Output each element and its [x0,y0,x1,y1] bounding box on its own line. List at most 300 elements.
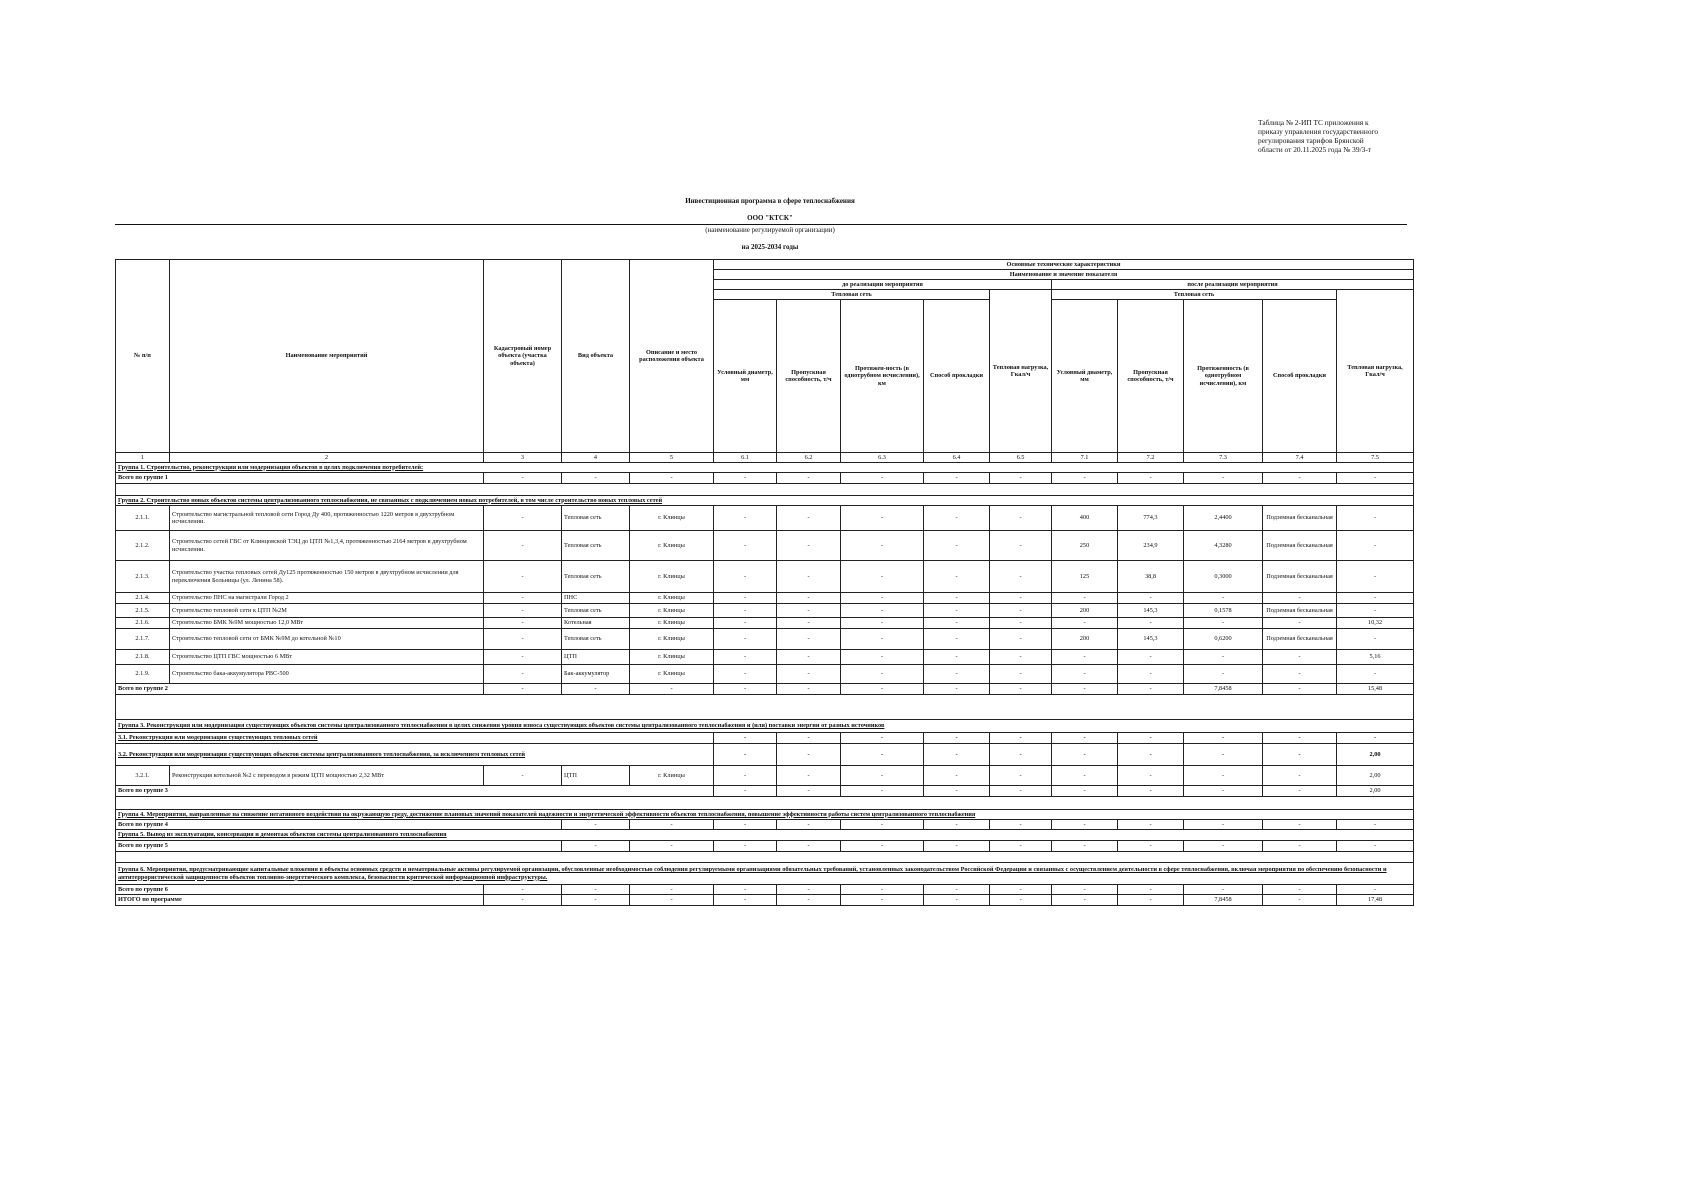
row-cell: - [714,665,777,684]
total-cell: - [484,473,562,484]
total-cell: - [1118,841,1184,852]
row-cell: - [1337,665,1414,684]
subgroup-cell: - [1118,744,1184,766]
column-number: 6.3 [841,453,924,463]
total-cell: - [777,895,841,906]
total-cell: - [1118,895,1184,906]
approval-note-line: регулирования тарифов Брянской [1258,136,1364,145]
row-cell: - [714,618,777,629]
total-cell: - [562,841,630,852]
column-number: 6.5 [990,453,1052,463]
table-row [116,650,1414,665]
total-cell: - [484,684,562,695]
row-number: 2.1.1. [116,506,170,531]
total-cell: - [1184,885,1263,895]
row-cell: - [777,593,841,604]
subgroup-label: 3.2. Реконструкция или модернизация существующих объектов системы централизованного теплоснабжения, за исключением тепловых сетей [116,744,714,766]
row-cell: - [484,561,562,593]
row-cell: - [714,506,777,531]
row-cell: - [924,604,990,618]
header-name: Наименование мероприятий [170,260,484,453]
row-cell: - [714,629,777,650]
subgroup-cell: - [714,733,777,744]
total-cell: - [1052,684,1118,695]
row-cell: - [990,593,1052,604]
row-cell: Тепловая сеть [562,531,630,561]
total-cell: - [1337,885,1414,895]
table-row [116,604,1414,618]
row-cell: 145,3 [1118,629,1184,650]
row-cell: - [1052,593,1118,604]
row-cell: - [484,593,562,604]
row-number: 2.1.8. [116,650,170,665]
row-cell: - [1118,618,1184,629]
total-cell: - [1052,473,1118,484]
header-network-after: Тепловая сеть [1052,290,1337,300]
header-location: Описание и место расположения объекта [630,260,714,453]
subgroup-cell: - [1118,733,1184,744]
total-cell: - [924,786,990,797]
total-cell: - [990,820,1052,830]
row-cell: - [924,665,990,684]
row-cell: - [1052,618,1118,629]
group-title-row [116,496,1414,506]
table-body [116,463,1414,906]
row-cell: - [1184,665,1263,684]
total-label: Всего по группе 5 [116,841,562,852]
header-num: № п/п [116,260,170,453]
header-length-after: Протяженность (в однотрубном исчислении), км [1184,300,1263,453]
subgroup-cell: - [1052,733,1118,744]
subgroup-label: 3.1. Реконструкция или модернизация существующих тепловых сетей [116,733,714,744]
total-cell: - [924,895,990,906]
total-label: Всего по группе 4 [116,820,562,830]
row-cell: - [484,650,562,665]
group-title: Группа 5. Вывод из эксплуатации, консервация и демонтаж объектов системы централизованного теплоснабжения [116,830,1414,841]
total-cell: - [562,684,630,695]
row-cell: Подземная бесканальная [1263,531,1337,561]
row-cell: - [1052,665,1118,684]
row-name: Строительство ЦТП ГВС мощностью 6 МВт [170,650,484,665]
total-cell: - [924,684,990,695]
total-cell: - [1118,684,1184,695]
total-label: Всего по группе 3 [116,786,714,797]
subgroup-cell: - [777,744,841,766]
total-cell: - [924,841,990,852]
spacer-row [116,852,1414,863]
row-name: Реконструкция котельной №2 с переводом в режим ЦТП мощностью 2,32 МВт [170,766,484,786]
total-cell: - [1052,820,1118,830]
subgroup-cell: - [1263,744,1337,766]
column-number-row [116,453,1414,463]
column-number: 7.2 [1118,453,1184,463]
total-cell: - [714,684,777,695]
table-row [116,665,1414,684]
row-cell: - [924,531,990,561]
total-cell: - [1263,895,1337,906]
subgroup-cell: - [841,744,924,766]
total-label: Всего по группе 1 [116,473,484,484]
total-cell: - [841,820,924,830]
total-cell: - [841,841,924,852]
row-cell: 10,32 [1337,618,1414,629]
row-cell: 2,00 [1337,766,1414,786]
row-cell: - [841,618,924,629]
total-cell: - [841,473,924,484]
approval-note-line: Таблица № 2-ИП ТС приложения к [1258,118,1369,127]
row-cell: 200 [1052,604,1118,618]
row-cell: - [924,506,990,531]
total-cell: 7,8458 [1184,895,1263,906]
spacer [116,852,1414,863]
total-cell: - [484,895,562,906]
subgroup-cell: - [924,744,990,766]
row-cell: г. Клинцы [630,766,714,786]
row-cell: ЦТП [562,766,630,786]
subgroup-cell: - [777,733,841,744]
row-cell: - [841,766,924,786]
approval-note-line: приказу управления государственного [1258,127,1379,136]
document-title: Инвестиционная программа в сфере теплоснабжения [685,197,855,205]
spacer-row [116,797,1414,810]
header-before: до реализации мероприятия [714,280,1052,290]
row-cell: - [484,629,562,650]
row-cell: 400 [1052,506,1118,531]
row-cell: - [1337,604,1414,618]
row-cell: г. Клинцы [630,665,714,684]
total-cell: - [1263,473,1337,484]
group-title: Группа 1. Строительство, реконструкция или модернизация объектов в целях подключения потребителей: [116,463,1414,473]
total-cell: - [562,820,630,830]
total-cell: 17,48 [1337,895,1414,906]
row-cell: - [1052,766,1118,786]
organization-caption: (наименование регулируемой организации) [705,226,835,234]
group-title-row [116,463,1414,473]
total-label: ИТОГО по программе [116,895,484,906]
subgroup-row [116,744,1414,766]
investment-program-table [115,259,1414,906]
group-title-row [116,863,1414,885]
header-capacity-after: Пропускная способность, т/ч [1118,300,1184,453]
approval-note-line: области от 20.11.2025 года № 39/3-т [1258,145,1372,154]
total-cell: - [1263,820,1337,830]
row-cell: - [777,629,841,650]
total-cell: - [841,885,924,895]
total-cell: - [990,841,1052,852]
row-cell: г. Клинцы [630,506,714,531]
total-cell: - [1263,841,1337,852]
row-cell: - [1263,618,1337,629]
total-cell: - [1118,885,1184,895]
column-number: 7.1 [1052,453,1118,463]
row-cell: - [1263,665,1337,684]
row-cell: - [841,506,924,531]
row-name: Строительство тепловой сети к ЦТП №2М [170,604,484,618]
header-main-specs: Основные технические характеристики [714,260,1414,270]
row-cell: - [1052,650,1118,665]
header-heat-load-before: Тепловая нагрузка, Гкал/ч [990,290,1052,453]
column-number: 2 [170,453,484,463]
row-cell: 145,3 [1118,604,1184,618]
row-cell: - [841,665,924,684]
row-cell: Тепловая сеть [562,629,630,650]
table-row [116,618,1414,629]
grand-total-row [116,895,1414,906]
header-laying-after: Способ прокладки [1263,300,1337,453]
row-cell: - [924,593,990,604]
row-cell: Подземная бесканальная [1263,506,1337,531]
subgroup-cell: - [1263,733,1337,744]
header-after: после реализации мероприятия [1052,280,1414,290]
total-cell: - [924,473,990,484]
header-cadastral: Кадастровый номер объекта (участка объекта) [484,260,562,453]
total-cell: - [1337,820,1414,830]
group-total-row [116,684,1414,695]
total-cell: - [841,786,924,797]
total-cell: 7,8458 [1184,684,1263,695]
table-row [116,506,1414,531]
column-number: 5 [630,453,714,463]
subgroup-cell: - [990,744,1052,766]
row-cell: - [1337,629,1414,650]
total-cell: - [714,841,777,852]
total-cell: - [1052,841,1118,852]
row-cell: г. Клинцы [630,650,714,665]
total-cell: - [990,786,1052,797]
row-cell: 0,3000 [1184,561,1263,593]
total-cell: - [1118,473,1184,484]
total-cell: - [1184,841,1263,852]
total-cell: - [1337,841,1414,852]
total-cell: - [1263,885,1337,895]
row-cell: г. Клинцы [630,629,714,650]
row-cell: 0,6200 [1184,629,1263,650]
row-cell: - [714,561,777,593]
total-cell: - [714,473,777,484]
table-row [116,593,1414,604]
row-cell: - [990,766,1052,786]
row-cell: - [990,618,1052,629]
header-diameter-after: Условный диаметр, мм [1052,300,1118,453]
header-laying-before: Способ прокладки [924,300,990,453]
spacer-row [116,484,1414,496]
row-cell: 38,8 [1118,561,1184,593]
row-name: Строительство ПНС на магистрали Город 2 [170,593,484,604]
subgroup-row [116,733,1414,744]
row-cell: - [1118,650,1184,665]
row-name: Строительство тепловой сети от БМК №9М до котельной №10 [170,629,484,650]
header-capacity-before: Пропускная способность, т/ч [777,300,841,453]
column-number: 3 [484,453,562,463]
row-cell: - [990,650,1052,665]
group-total-row [116,473,1414,484]
row-cell: 774,3 [1118,506,1184,531]
total-cell: - [562,895,630,906]
row-cell: - [714,531,777,561]
row-cell: 250 [1052,531,1118,561]
total-cell: - [630,684,714,695]
row-cell: - [924,766,990,786]
header-network-before: Тепловая сеть [714,290,990,300]
subgroup-cell: 2,00 [1337,744,1414,766]
row-cell: - [777,604,841,618]
group-title: Группа 2. Строительство новых объектов системы централизованного теплоснабжения, не связанных с подключением новых потребителей, в том числе строительство новых тепловых сетей [116,496,1414,506]
row-cell: - [1118,593,1184,604]
total-label: Всего по группе 2 [116,684,484,695]
table-row [116,531,1414,561]
row-cell: - [841,604,924,618]
row-cell: - [714,593,777,604]
row-cell: - [1337,531,1414,561]
total-label: Всего по группе 6 [116,885,484,895]
spacer [116,484,1414,496]
row-number: 2.1.9. [116,665,170,684]
row-cell: - [841,531,924,561]
total-cell: - [1052,786,1118,797]
subgroup-cell: - [1337,733,1414,744]
total-cell: - [630,820,714,830]
row-cell: - [841,561,924,593]
row-cell: - [1263,650,1337,665]
row-cell: - [484,766,562,786]
total-cell: - [630,473,714,484]
row-cell: - [990,561,1052,593]
total-cell: - [562,885,630,895]
organization-name: ООО "КТСК" [747,214,793,222]
total-cell: - [1052,895,1118,906]
row-cell: ЦТП [562,650,630,665]
row-cell: - [841,650,924,665]
row-number: 2.1.5. [116,604,170,618]
column-number: 6.1 [714,453,777,463]
row-cell: Подземная бесканальная [1263,561,1337,593]
row-cell: - [990,531,1052,561]
row-cell: - [924,629,990,650]
row-number: 3.2.1. [116,766,170,786]
row-cell: г. Клинцы [630,561,714,593]
row-cell: 125 [1052,561,1118,593]
total-cell: - [562,473,630,484]
subgroup-cell: - [714,744,777,766]
row-number: 2.1.7. [116,629,170,650]
group-total-row [116,885,1414,895]
total-cell: - [841,895,924,906]
column-number: 4 [562,453,630,463]
total-cell: - [990,473,1052,484]
organization-underline [115,224,1407,225]
row-cell: - [1263,766,1337,786]
row-number: 2.1.6. [116,618,170,629]
table-row [116,561,1414,593]
total-cell: - [1118,786,1184,797]
row-cell: - [990,506,1052,531]
group-title-row [116,720,1414,733]
row-cell: - [924,561,990,593]
row-cell: - [1337,561,1414,593]
total-cell: - [714,895,777,906]
row-cell: - [484,604,562,618]
total-cell: - [1263,684,1337,695]
total-cell: - [777,684,841,695]
row-cell: - [841,593,924,604]
total-cell: - [924,820,990,830]
row-cell: 0,1578 [1184,604,1263,618]
total-cell: - [1184,820,1263,830]
total-cell: - [630,841,714,852]
program-period: на 2025-2034 годы [741,243,799,251]
row-cell: - [1337,506,1414,531]
row-cell: - [484,618,562,629]
header-heat-load-after: Тепловая нагрузка, Гкал/ч [1337,290,1414,453]
group-title-row [116,830,1414,841]
subgroup-cell: - [1184,744,1263,766]
column-number: 7.3 [1184,453,1263,463]
row-cell: г. Клинцы [630,531,714,561]
row-cell: - [777,650,841,665]
row-cell: Котельная [562,618,630,629]
column-number: 1 [116,453,170,463]
row-number: 2.1.3. [116,561,170,593]
row-cell: - [1184,618,1263,629]
total-cell: 2,00 [1337,786,1414,797]
row-cell: г. Клинцы [630,593,714,604]
subgroup-cell: - [990,733,1052,744]
row-name: Строительство участка тепловых сетей Ду125 протяженностью 150 метров в двухтрубном исчислении для переключения Больницы (ул. Ленина 58). [170,561,484,593]
row-cell: г. Клинцы [630,618,714,629]
total-cell: - [1184,786,1263,797]
table-row [116,766,1414,786]
total-cell: - [1337,473,1414,484]
header-length-before: Протяжен-ность (в однотрубном исчислении), км [841,300,924,453]
total-cell: - [1184,473,1263,484]
group-title: Группа 4. Мероприятия, направленные на снижение негативного воздействия на окружающую среду, достижение плановых значений показателей надежности и энергетической эффективности объектов теплоснабжения, повышение эффективности работы систем централизованного теплоснабжения [116,810,1414,820]
total-cell: - [990,895,1052,906]
total-cell: - [1052,885,1118,895]
group-title: Группа 3. Реконструкция или модернизация существующих объектов системы централизованного теплоснабжения в целях снижения уровня износа существующих объектов системы централизованного теплоснабжения и (или) поставки энергии от разных источников [116,720,1414,733]
row-cell: - [484,665,562,684]
row-cell: - [1118,665,1184,684]
row-cell: Тепловая сеть [562,604,630,618]
group-title: Группа 6. Мероприятия, предусматривающие капитальные вложения в объекты основных средств и нематериальные активы регулируемой организации, обусловленные необходимостью соблюдения регулируемыми организациями обязательных требований, установленных законодательством Российской Федерации и связанных с осуществлением деятельности в сфере теплоснабжения, включая мероприятия по обеспечению безопасности и антитеррористической защищенности объектов топливно-энергетического комплекса, безопасности критической информационной инфраструктуры. [116,863,1414,885]
total-cell: - [777,885,841,895]
row-cell: Тепловая сеть [562,561,630,593]
row-cell: - [990,629,1052,650]
total-cell: - [484,885,562,895]
row-cell: - [714,766,777,786]
total-cell: - [630,895,714,906]
total-cell: - [990,885,1052,895]
column-number: 7.4 [1263,453,1337,463]
row-name: Строительство магистральной тепловой сети Город Ду 400, протяженностью 1220 метров в двухтрубном исчислении. [170,506,484,531]
total-cell: - [714,786,777,797]
row-cell: 200 [1052,629,1118,650]
row-cell: ПНС [562,593,630,604]
total-cell: - [924,885,990,895]
row-cell: Подземная бесканальная [1263,604,1337,618]
spacer [116,797,1414,810]
row-cell: 4,3280 [1184,531,1263,561]
row-cell: - [777,766,841,786]
total-cell: - [1118,820,1184,830]
column-number: 6.2 [777,453,841,463]
row-cell: г. Клинцы [630,604,714,618]
row-cell: - [924,618,990,629]
header-diameter-before: Условный диаметр, мм [714,300,777,453]
row-cell: - [1184,766,1263,786]
row-cell: - [924,650,990,665]
row-cell: - [714,650,777,665]
group-total-row [116,820,1414,830]
